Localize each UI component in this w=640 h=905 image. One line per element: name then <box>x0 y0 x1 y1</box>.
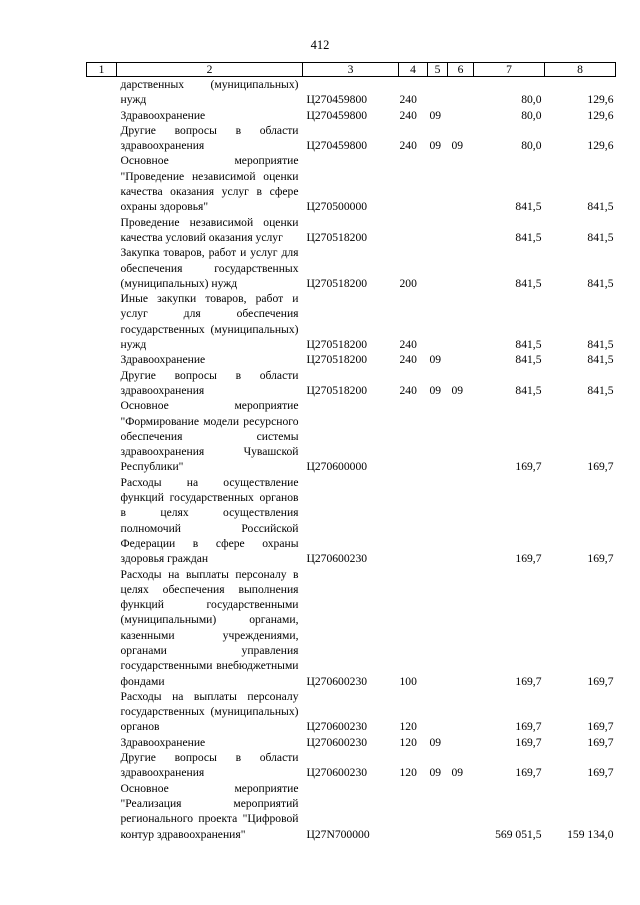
target-article-code: Ц270459800 <box>306 108 368 122</box>
target-article-code: Ц270600230 <box>306 674 368 688</box>
row-number-cell <box>87 750 117 781</box>
description-text: Проведение независимой оценки качества условий оказания услуг <box>120 215 299 244</box>
section-code: 09 <box>429 735 442 749</box>
subsection-code <box>448 215 474 246</box>
table-row <box>87 398 616 474</box>
section-code: 09 <box>429 139 442 153</box>
subsection-code <box>448 689 474 735</box>
table-row <box>87 77 616 108</box>
expense-type-code: 120 <box>399 735 417 749</box>
amount-year-2: 159 134,0 <box>567 827 614 841</box>
amount-year-1: 169,7 <box>515 735 542 749</box>
subsection-code <box>448 567 474 689</box>
description-cell <box>117 123 303 154</box>
table-row <box>87 215 616 246</box>
subsection-code: 09 <box>451 139 464 153</box>
section-code: 09 <box>429 108 442 122</box>
column-header: 8 <box>545 63 616 77</box>
description-cell <box>117 750 303 781</box>
target-article-code: Ц270518200 <box>306 230 368 244</box>
description-text: Другие вопросы в области здравоохранения <box>120 751 299 780</box>
description-cell <box>117 215 303 246</box>
table-row <box>87 291 616 352</box>
table-row <box>87 781 616 842</box>
row-number-cell <box>87 245 117 291</box>
section-code: 09 <box>429 766 442 780</box>
section-code <box>428 398 448 474</box>
description-text: Другие вопросы в области здравоохранения <box>120 368 299 397</box>
table-header-row <box>87 63 616 77</box>
subsection-code <box>448 352 474 367</box>
description-cell <box>117 352 303 367</box>
description-text: Основное мероприятие "Формирование модели ресурсного обеспечения системы здравоохранения Чувашской Республики" <box>120 399 299 474</box>
description-cell <box>117 735 303 750</box>
description-text: Другие вопросы в области здравоохранения <box>120 123 299 153</box>
amount-year-2: 841,5 <box>587 353 614 367</box>
amount-year-2: 841,5 <box>587 200 614 214</box>
description-cell <box>117 245 303 291</box>
description-cell <box>117 781 303 842</box>
row-number-cell <box>87 398 117 474</box>
amount-year-1: 169,7 <box>515 720 542 734</box>
description-cell <box>117 368 303 399</box>
column-header: 3 <box>303 63 399 77</box>
table-row <box>87 123 616 154</box>
target-article-code: Ц270459800 <box>306 139 368 153</box>
amount-year-2: 169,7 <box>587 766 614 780</box>
section-code <box>428 475 448 567</box>
amount-year-2: 841,5 <box>587 383 614 397</box>
amount-year-1: 80,0 <box>521 108 542 122</box>
table-row <box>87 153 616 214</box>
row-number-cell <box>87 475 117 567</box>
row-number-cell <box>87 368 117 399</box>
page-number: 412 <box>310 38 330 52</box>
column-header: 4 <box>399 63 428 77</box>
expense-type-code <box>399 781 428 842</box>
target-article-code: Ц270600000 <box>306 460 368 474</box>
table-row <box>87 352 616 367</box>
subsection-code <box>448 781 474 842</box>
amount-year-2: 129,6 <box>587 108 614 122</box>
table-row <box>87 735 616 750</box>
amount-year-1: 80,0 <box>521 139 542 153</box>
expense-type-code: 200 <box>399 276 417 290</box>
amount-year-1: 169,7 <box>515 460 542 474</box>
expense-type-code: 240 <box>399 139 417 153</box>
amount-year-1: 169,7 <box>515 552 542 566</box>
row-number-cell <box>87 215 117 246</box>
subsection-code: 09 <box>451 766 464 780</box>
description-text: Основное мероприятие "Реализация мероприятий регионального проекта "Цифровой контур здравоохранения" <box>120 781 299 841</box>
column-header: 2 <box>117 63 303 77</box>
amount-year-2: 129,6 <box>587 93 614 107</box>
target-article-code: Ц270500000 <box>306 200 368 214</box>
description-text: Закупка товаров, работ и услуг для обеспечения государственных (муниципальных) нужд <box>120 246 299 290</box>
expense-type-code: 240 <box>399 93 417 107</box>
amount-year-1: 569 051,5 <box>495 827 542 841</box>
description-text: Иные закупки товаров, работ и услуг для обеспечения государственных (муниципальных) нужд <box>120 292 299 352</box>
amount-year-1: 841,5 <box>515 200 542 214</box>
section-code <box>428 567 448 689</box>
subsection-code <box>448 108 474 123</box>
target-article-code: Ц270518200 <box>306 383 368 397</box>
expense-type-code: 240 <box>399 383 417 397</box>
amount-year-2: 841,5 <box>587 338 614 352</box>
section-code: 09 <box>429 353 442 367</box>
expense-type-code: 100 <box>399 674 417 688</box>
expense-type-code: 240 <box>399 108 417 122</box>
target-article-code: Ц270600230 <box>306 552 368 566</box>
description-cell <box>117 77 303 108</box>
target-article-code: Ц270600230 <box>306 720 368 734</box>
section-code: 09 <box>429 383 442 397</box>
table-row <box>87 108 616 123</box>
row-number-cell <box>87 291 117 352</box>
row-number-cell <box>87 123 117 154</box>
description-cell <box>117 567 303 689</box>
description-cell <box>117 291 303 352</box>
amount-year-1: 841,5 <box>515 353 542 367</box>
section-code <box>428 153 448 214</box>
row-number-cell <box>87 689 117 735</box>
table-row <box>87 245 616 291</box>
expense-type-code <box>399 398 428 474</box>
amount-year-1: 841,5 <box>515 276 542 290</box>
description-cell <box>117 108 303 123</box>
row-number-cell <box>87 153 117 214</box>
description-text: Здравоохранение <box>120 735 206 749</box>
section-code <box>428 689 448 735</box>
amount-year-2: 169,7 <box>587 735 614 749</box>
expense-type-code <box>399 215 428 246</box>
amount-year-1: 169,7 <box>515 766 542 780</box>
description-text: Расходы на выплаты персоналу в целях обеспечения выполнения функций государственными (муниципальными) органами, казенными учреждениями, органами управления государственными внебюджетными фондами <box>120 567 299 688</box>
amount-year-1: 169,7 <box>515 674 542 688</box>
amount-year-1: 841,5 <box>515 383 542 397</box>
amount-year-2: 169,7 <box>587 720 614 734</box>
section-code <box>428 77 448 108</box>
table-row <box>87 750 616 781</box>
description-text: Расходы на выплаты персоналу государственных (муниципальных) органов <box>120 689 299 734</box>
description-cell <box>117 398 303 474</box>
expense-type-code: 120 <box>399 720 417 734</box>
target-article-code: Ц270518200 <box>306 338 368 352</box>
subsection-code <box>448 245 474 291</box>
column-header: 1 <box>87 63 117 77</box>
table-row <box>87 475 616 567</box>
amount-year-2: 129,6 <box>587 139 614 153</box>
row-number-cell <box>87 567 117 689</box>
section-code <box>428 781 448 842</box>
row-number-cell <box>87 781 117 842</box>
subsection-code <box>448 77 474 108</box>
column-header: 6 <box>448 63 474 77</box>
description-cell <box>117 689 303 735</box>
budget-table <box>86 62 616 842</box>
target-article-code: Ц27N700000 <box>306 827 370 841</box>
amount-year-2: 169,7 <box>587 460 614 474</box>
target-article-code: Ц270459800 <box>306 93 368 107</box>
expense-type-code: 240 <box>399 338 417 352</box>
row-number-cell <box>87 735 117 750</box>
column-header: 7 <box>474 63 545 77</box>
table-row <box>87 567 616 689</box>
subsection-code <box>448 153 474 214</box>
amount-year-1: 80,0 <box>521 93 542 107</box>
expense-type-code: 240 <box>399 353 417 367</box>
description-text: Расходы на осуществление функций государственных органов в целях осуществления полномочий Российской Федерации в сфере охраны здоровья граждан <box>120 475 299 566</box>
description-text: Здравоохранение <box>120 108 206 122</box>
amount-year-2: 169,7 <box>587 552 614 566</box>
amount-year-2: 841,5 <box>587 230 614 244</box>
description-text: Основное мероприятие "Проведение независимой оценки качества оказания услуг в сфере охраны здоровья" <box>120 154 299 214</box>
subsection-code <box>448 291 474 352</box>
row-number-cell <box>87 352 117 367</box>
table-row <box>87 368 616 399</box>
target-article-code: Ц270518200 <box>306 276 368 290</box>
target-article-code: Ц270518200 <box>306 353 368 367</box>
amount-year-2: 169,7 <box>587 674 614 688</box>
description-cell <box>117 475 303 567</box>
subsection-code: 09 <box>451 383 464 397</box>
target-article-code: Ц270600230 <box>306 735 368 749</box>
section-code <box>428 215 448 246</box>
description-text: дарственных (муниципальных) нужд <box>120 78 299 107</box>
description-text: Здравоохранение <box>120 353 206 367</box>
row-number-cell <box>87 108 117 123</box>
description-cell <box>117 153 303 214</box>
column-header: 5 <box>428 63 448 77</box>
section-code <box>428 245 448 291</box>
expense-type-code <box>399 475 428 567</box>
subsection-code <box>448 475 474 567</box>
amount-year-1: 841,5 <box>515 230 542 244</box>
expense-type-code: 120 <box>399 766 417 780</box>
row-number-cell <box>87 77 117 108</box>
section-code <box>428 291 448 352</box>
subsection-code <box>448 398 474 474</box>
subsection-code <box>448 735 474 750</box>
amount-year-2: 841,5 <box>587 276 614 290</box>
table-row <box>87 689 616 735</box>
target-article-code: Ц270600230 <box>306 766 368 780</box>
amount-year-1: 841,5 <box>515 338 542 352</box>
expense-type-code <box>399 153 428 214</box>
